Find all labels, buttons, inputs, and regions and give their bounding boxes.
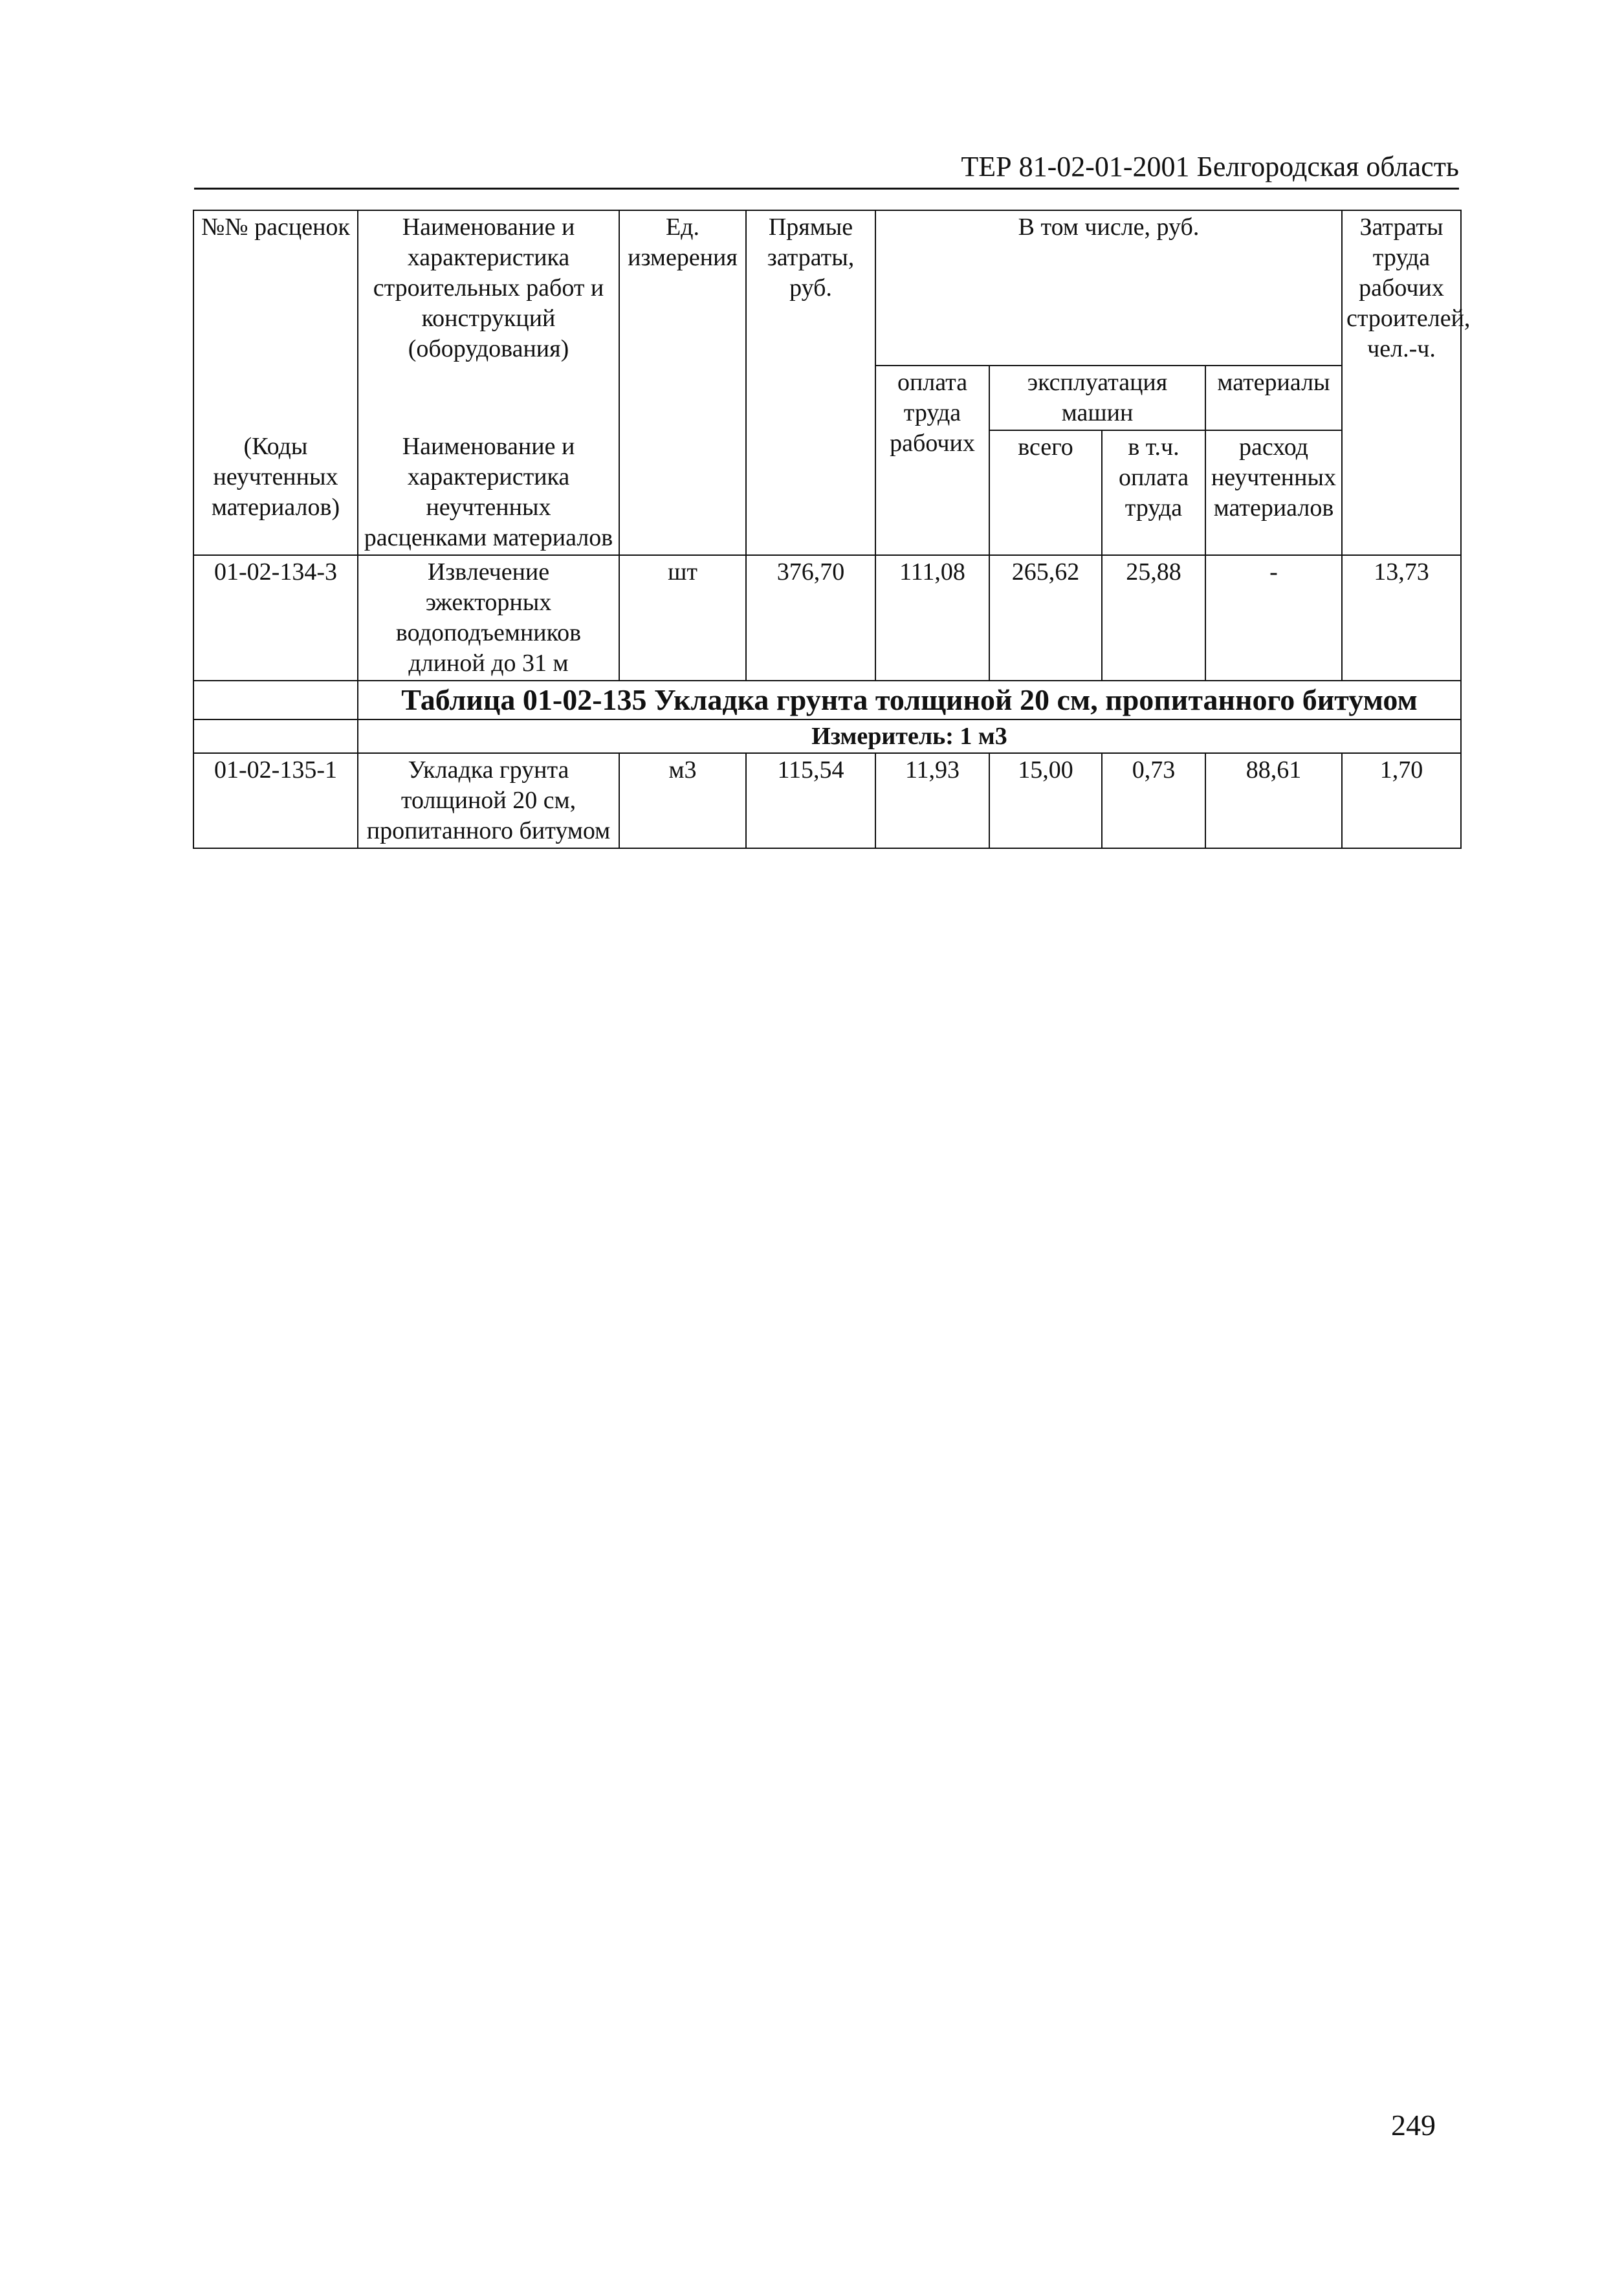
meter-label: Измеритель: 1 м3 xyxy=(358,719,1461,753)
rate-machines-wages: 0,73 xyxy=(1102,753,1205,848)
rate-wages: 11,93 xyxy=(875,753,989,848)
rate-unit: шт xyxy=(619,555,746,681)
col-labor-header: Затраты труда рабочих строителей, чел.-ч. xyxy=(1342,210,1461,555)
col-total-header: всего xyxy=(989,430,1102,555)
col-unit-header: Ед. измерения xyxy=(619,210,746,555)
table-row xyxy=(193,555,1461,681)
rate-direct: 376,70 xyxy=(746,555,875,681)
col-materials-header: материалы xyxy=(1205,366,1342,430)
col-unaccounted-header: расход неучтенных материалов xyxy=(1205,430,1342,555)
rate-labor: 1,70 xyxy=(1342,753,1461,848)
col-direct-header: Прямые затраты, руб. xyxy=(746,210,875,555)
section-title-row xyxy=(193,681,1461,719)
rate-code: 01-02-134-3 xyxy=(193,555,358,681)
col-code-header: №№ расценок xyxy=(193,210,358,366)
table-row xyxy=(193,753,1461,848)
col-code2-header: (Коды неучтенных материалов) xyxy=(193,430,358,555)
rate-unit: м3 xyxy=(619,753,746,848)
rate-materials: 88,61 xyxy=(1205,753,1342,848)
col-incl-header: В том числе, руб. xyxy=(875,210,1342,366)
rate-name: Извлечение эжекторных водоподъемников длиной до 31 м xyxy=(358,555,619,681)
col-incl-wages-header: в т.ч. оплата труда xyxy=(1102,430,1205,555)
col-machines-header: эксплуатация машин xyxy=(989,366,1205,430)
rate-materials: - xyxy=(1205,555,1342,681)
meter-row xyxy=(193,719,1461,753)
rate-machines-total: 265,62 xyxy=(989,555,1102,681)
rate-labor: 13,73 xyxy=(1342,555,1461,681)
document-header: ТЕР 81-02-01-2001 Белгородская область xyxy=(194,148,1459,190)
rate-wages: 111,08 xyxy=(875,555,989,681)
section-title: Таблица 01-02-135 Укладка грунта толщиной 20 см, пропитанного битумом xyxy=(358,681,1461,719)
rate-machines-total: 15,00 xyxy=(989,753,1102,848)
page-number: 249 xyxy=(1391,2109,1436,2142)
col-name2-header: Наименование и характеристика неучтенных расценками материалов xyxy=(358,430,619,555)
col-wages-header: оплата труда рабочих xyxy=(875,366,989,555)
rate-direct: 115,54 xyxy=(746,753,875,848)
rates-table xyxy=(193,210,1471,849)
col-name-header: Наименование и характеристика строительных работ и конструкций (оборудования) xyxy=(358,210,619,366)
rate-machines-wages: 25,88 xyxy=(1102,555,1205,681)
header-row-1 xyxy=(193,210,1461,366)
rate-name: Укладка грунта толщиной 20 см, пропитанного битумом xyxy=(358,753,619,848)
rate-code: 01-02-135-1 xyxy=(193,753,358,848)
